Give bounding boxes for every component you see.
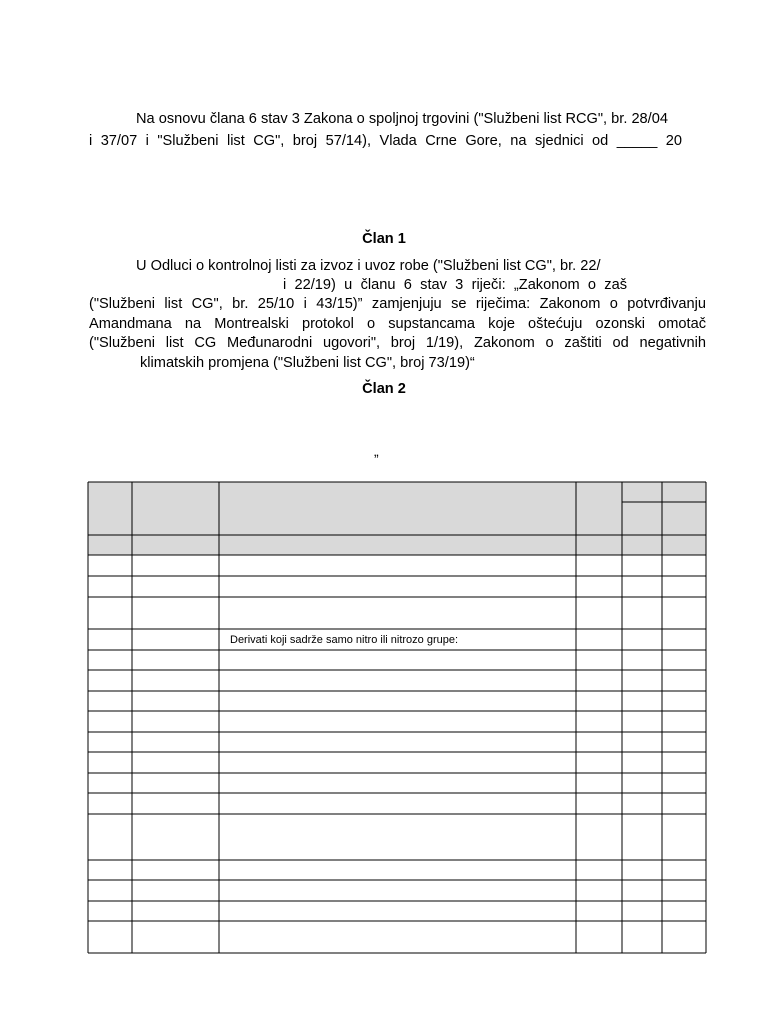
article-1-line-2: i 22/19) u članu 6 stav 3 riječi: „Zakonom o zaš	[283, 277, 627, 293]
article-1-line-4: Amandmana na Montrealski protokol o supstancama koje oštećuju ozonski omotač	[89, 316, 706, 332]
article-1-line-6: klimatskih promjena ("Službeni list CG", broj 73/19)“	[140, 355, 475, 371]
article-1-line-1: U Odluci o kontrolnoj listi za izvoz i uvoz robe ("Službeni list CG", br. 22/	[136, 258, 601, 274]
article-1-line-3: ("Službeni list CG", br. 25/10 i 43/15)” zamjenjuju se riječima: Zakonom o potvrđivanju	[89, 296, 706, 312]
intro-line-1: Na osnovu člana 6 stav 3 Zakona o spoljnoj trgovini ("Službeni list RCG", br. 28/04	[136, 111, 668, 127]
table-header-shading	[88, 482, 706, 555]
intro-line-2: i 37/07 i "Službeni list CG", broj 57/14), Vlada Crne Gore, na sjednici od _____ 20	[89, 133, 682, 149]
table-row-text: Derivati koji sadrže samo nitro ili nitrozo grupe:	[230, 634, 459, 646]
opening-quote-mark: „	[374, 443, 379, 459]
article-2-heading: Član 2	[362, 381, 406, 397]
article-1-line-5: ("Službeni list CG Međunarodni ugovori", broj 1/19), Zakonom o zaštiti od negativnih	[89, 335, 706, 351]
article-1-heading: Član 1	[362, 231, 406, 247]
